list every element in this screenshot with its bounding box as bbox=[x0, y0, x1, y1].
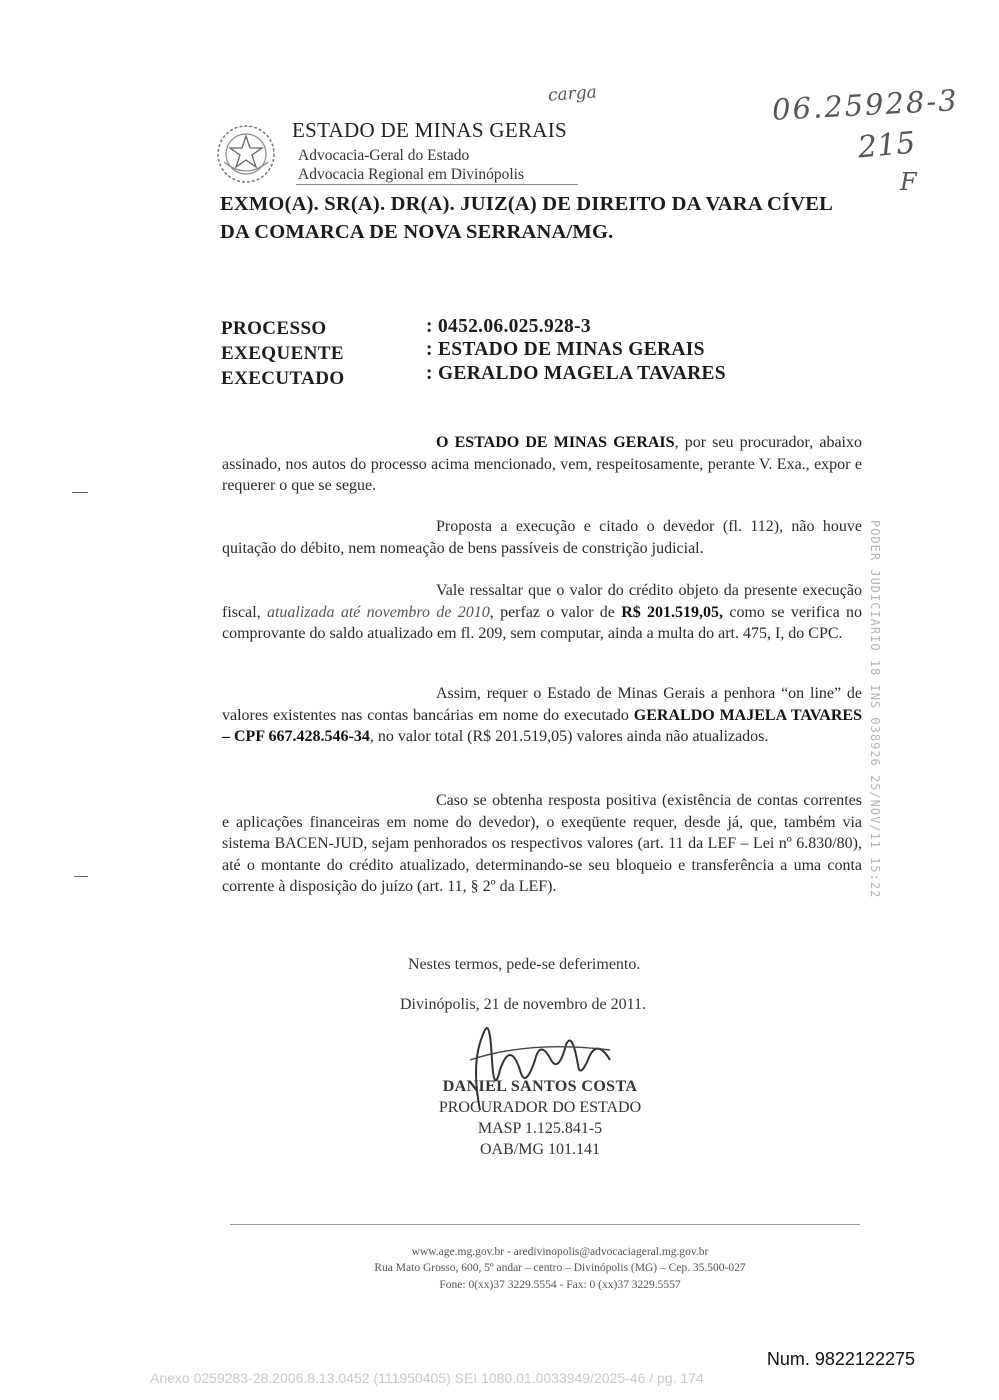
footer-web-email: www.age.mg.gov.br - aredivinopolis@advocaciageral.mg.gov.br bbox=[411, 1246, 709, 1258]
paragraph-intro bbox=[222, 432, 862, 497]
handwritten-folio-mark: F bbox=[900, 168, 917, 196]
handwritten-case-number: 06.25928-3 bbox=[771, 83, 960, 127]
addressee bbox=[220, 190, 870, 246]
creditor-value: : ESTADO DE MINAS GERAIS bbox=[426, 339, 705, 360]
intro-text: , por seu procurador, abaixo assinado, nos autos do processo acima mencionado, vem, respeitosamente, perante V. Exa., expor e requerer o que se segue. bbox=[222, 434, 862, 494]
handwritten-folio: 215 bbox=[856, 125, 917, 166]
margin-mark bbox=[74, 876, 88, 877]
addressee-line2: DA COMARCA DE NOVA SERRANA/MG. bbox=[220, 221, 614, 243]
document-number: Num. 9822122275 bbox=[766, 1349, 915, 1369]
request-text-a: Assim, requer o Estado de Minas Gerais a penhora “on line” de valores existentes nas contas bancárias em nome do executado bbox=[222, 685, 862, 724]
request-debtor: GERALDO MAJELA TAVARES – CPF 667.428.546-34 bbox=[222, 706, 862, 745]
signer-oab: OAB/MG 101.141 bbox=[479, 1141, 600, 1158]
intro-bold: O ESTADO DE MINAS GERAIS bbox=[436, 434, 675, 451]
coat-of-arms-emblem bbox=[214, 122, 278, 186]
credit-amount: R$ 201.519,05, bbox=[621, 603, 724, 621]
footer-divider bbox=[230, 1224, 860, 1225]
annex-reference: Anexo 0259283-28.2006.8.13.0452 (111950405) SEI 1080.01.0033949/2025-46 / pg. 174 bbox=[150, 1370, 704, 1386]
process-label: PROCESSO bbox=[221, 318, 327, 339]
creditor-label: EXEQUENTE bbox=[221, 343, 344, 364]
paragraph-proposal bbox=[222, 516, 862, 559]
debtor-label: EXECUTADO bbox=[221, 368, 345, 389]
credit-text-b: , perfaz o valor de bbox=[489, 603, 622, 621]
credit-italic: atualizada até novembro de 2010 bbox=[266, 603, 490, 621]
signer-masp: MASP 1.125.841-5 bbox=[477, 1120, 603, 1137]
footer-phone: Fone: 0(xx)37 3229.5554 - Fax: 0 (xx)37 3229.5557 bbox=[439, 1279, 681, 1291]
signer-name: DANIEL SANTOS COSTA bbox=[442, 1078, 638, 1095]
letterhead-line1: Advocacia-Geral do Estado bbox=[298, 147, 470, 164]
footer-address: Rua Mato Grosso, 600, 5º andar – centro – Divinópolis (MG) – Cep. 35.500-027 bbox=[374, 1262, 746, 1274]
signer-role: PROCURADOR DO ESTADO bbox=[438, 1099, 642, 1116]
letterhead-divider bbox=[296, 184, 578, 185]
debtor-value: : GERALDO MAGELA TAVARES bbox=[426, 363, 726, 384]
proposal-text: Proposta a execução e citado o devedor (fl. 112), não houve quitação do débito, nem nomeação de bens passíveis de constrição judicial. bbox=[222, 518, 862, 557]
protocol-stamp bbox=[868, 520, 908, 899]
letterhead-title: ESTADO DE MINAS GERAIS bbox=[292, 118, 568, 142]
closing-terms: Nestes termos, pede-se deferimento. bbox=[408, 956, 641, 973]
handwritten-carga: carga bbox=[547, 82, 598, 106]
request-text-b: , no valor total (R$ 201.519,05) valores ainda não atualizados. bbox=[369, 728, 769, 745]
paragraph-bacen bbox=[222, 790, 862, 898]
protocol-stamp-text: PODER JUDICIARIO 18 INS 038926 25/NOV/11 15:22 bbox=[868, 520, 882, 899]
paragraph-credit-value bbox=[222, 580, 862, 645]
margin-mark bbox=[72, 492, 88, 493]
letterhead-line2: Advocacia Regional em Divinópolis bbox=[298, 166, 524, 183]
credit-text-c: como se verifica no comprovante do saldo atualizado em fl. 209, sem computar, ainda a multa do art. 475, I, do CPC. bbox=[222, 603, 862, 642]
paragraph-request bbox=[222, 683, 862, 748]
bacen-text: Caso se obtenha resposta positiva (existência de contas correntes e aplicações financeiras em nome do devedor), o exeqüente requer, desde já, que, também via sistema BACEN-JUD, sejam penhorados os respectivos valores (art. 11 da LEF – Lei nº 6.830/80), até o montante do crédito atualizado, determinando-se seu bloqueio e transferência a uma conta corrente à disposição do juízo (art. 11, § 2º da LEF). bbox=[222, 792, 862, 895]
process-value: : 0452.06.025.928-3 bbox=[426, 316, 591, 337]
credit-text-a: Vale ressaltar que o valor do crédito objeto da presente execução fiscal, bbox=[222, 582, 862, 621]
closing-place-date: Divinópolis, 21 de novembro de 2011. bbox=[400, 996, 647, 1013]
addressee-line1: EXMO(A). SR(A). DR(A). JUIZ(A) DE DIREITO DA VARA CÍVEL bbox=[220, 193, 833, 215]
